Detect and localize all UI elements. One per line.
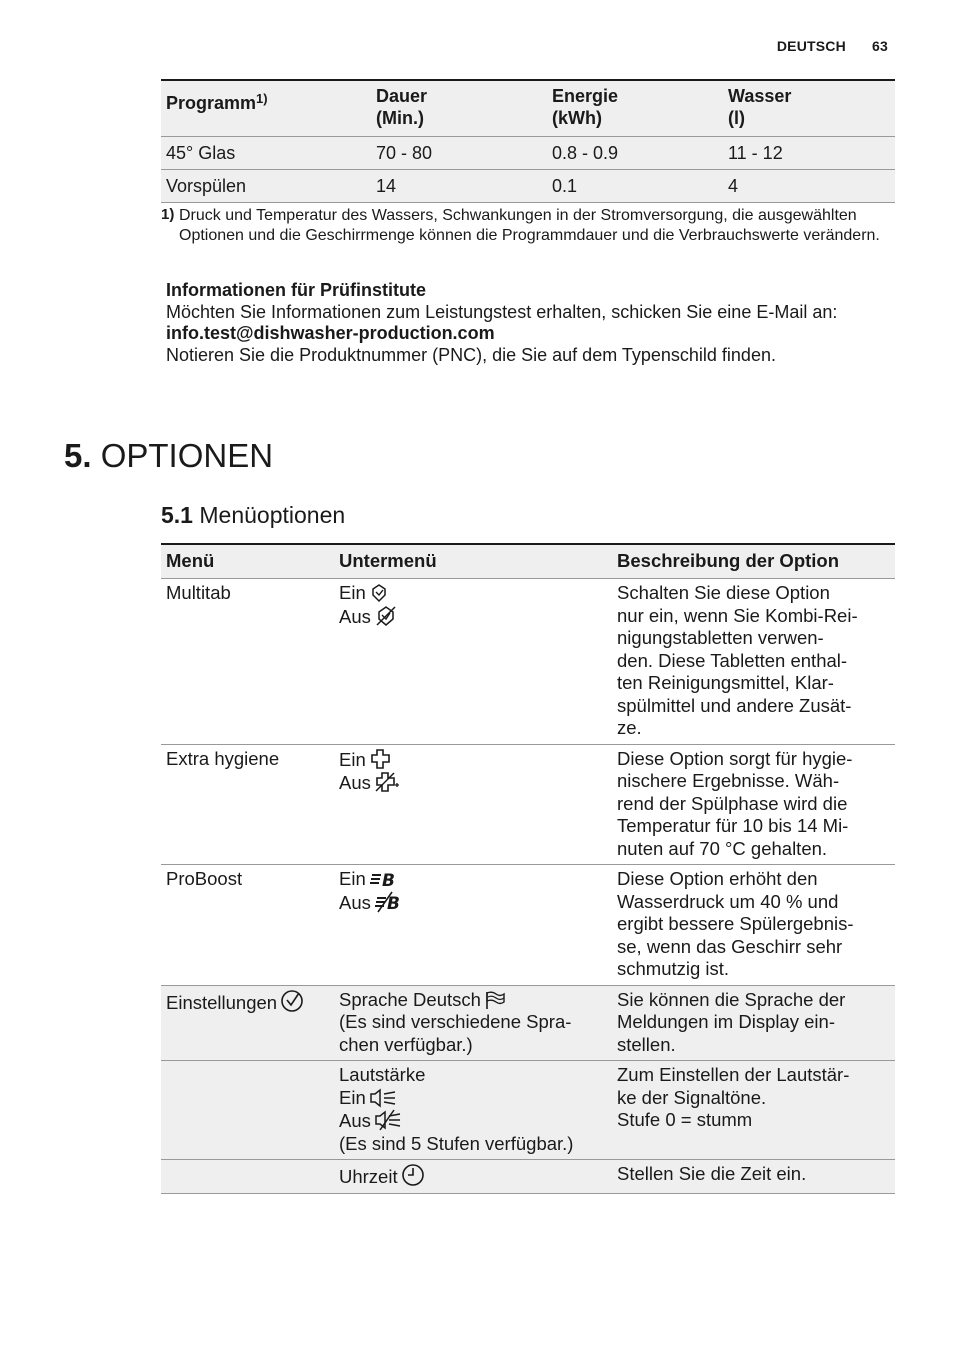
header-language: DEUTSCH xyxy=(776,38,846,54)
clock-icon xyxy=(401,1163,425,1187)
program-consumption-table xyxy=(161,79,895,203)
proboost-on-icon xyxy=(369,869,399,889)
table-row xyxy=(161,985,895,1061)
col-header-duration: Dauer (Min.) xyxy=(371,80,547,137)
multitab-off-icon xyxy=(374,605,398,627)
submenu-line: Lautstärke xyxy=(339,1064,426,1085)
hygiene-on-icon xyxy=(369,748,393,770)
section-number: 5. xyxy=(64,437,92,474)
submenu-line: Aus xyxy=(339,605,607,629)
page-header xyxy=(777,38,888,54)
submenu-line: (Es sind 5 Stufen verfügbar.) xyxy=(339,1132,574,1154)
info-line2: Notieren Sie die Produktnummer (PNC), die Sie auf dem Typenschild finden. xyxy=(166,344,776,365)
options-header-row xyxy=(161,544,895,579)
submenu-cell xyxy=(334,985,612,1061)
submenu-cell xyxy=(334,1160,612,1194)
description-cell: Schalten Sie diese Option nur ein, wenn Sie Kombi-Rei- nigungstabletten verwen- den. Diese Tabletten enthal- ten Reinigungsmittel, Klar- spülmittel und andere Zusät- ze. xyxy=(612,579,895,745)
description-cell: Stellen Sie die Zeit ein. xyxy=(612,1160,895,1194)
col-header-submenu: Untermenü xyxy=(334,544,612,579)
table-row xyxy=(161,1061,895,1160)
water-cell: 4 xyxy=(723,170,895,203)
footnote-text: Druck und Temperatur des Wassers, Schwankungen in der Stromversorgung, die ausgewählten Optionen und die Geschirrmenge können die Programmdauer und die Verbrauchswerte verändern. xyxy=(179,207,880,244)
hygiene-off-icon xyxy=(374,771,400,793)
section-heading xyxy=(64,436,273,476)
submenu-line: Uhrzeit xyxy=(339,1163,607,1189)
submenu-cell xyxy=(334,579,612,745)
language-flag-icon xyxy=(484,990,506,1010)
submenu-line: chen verfügbar.) xyxy=(339,1033,473,1055)
menu-cell xyxy=(161,1061,334,1160)
table-row xyxy=(161,579,895,745)
subsection-title: Menüoptionen xyxy=(199,502,346,528)
description-cell: Diese Option erhöht den Wasserdruck um 40 % und ergibt bessere Spülergebnis- se, wenn das Geschirr sehr schmutzig ist. xyxy=(612,865,895,986)
submenu-line: Ein xyxy=(339,582,607,605)
col-header-water: Wasser (l) xyxy=(723,80,895,137)
submenu-line: Ein B xyxy=(339,868,607,891)
duration-cell: 14 xyxy=(371,170,547,203)
duration-cell: 70 - 80 xyxy=(371,137,547,170)
table-footnote xyxy=(161,206,881,246)
description-cell: Diese Option sorgt für hygie- nischere Ergebnisse. Wäh- rend der Spülphase wird die Temperatur für 10 bis 14 Mi- nuten auf 70 °C gehalten. xyxy=(612,744,895,865)
menu-cell: ProBoost xyxy=(161,865,334,986)
water-cell: 11 - 12 xyxy=(723,137,895,170)
col-header-energy: Energie (kWh) xyxy=(547,80,723,137)
menu-cell: Extra hygiene xyxy=(161,744,334,865)
section-title: OPTIONEN xyxy=(100,437,274,474)
energy-cell: 0.1 xyxy=(547,170,723,203)
program-cell: Vorspülen xyxy=(161,170,371,203)
submenu-cell xyxy=(334,1061,612,1160)
table-row xyxy=(161,137,895,170)
submenu-line: Ein xyxy=(339,748,607,772)
footnote-mark: 1) xyxy=(161,206,175,223)
menu-cell: Einstellungen xyxy=(161,985,334,1061)
col-header-description: Beschreibung der Option xyxy=(612,544,895,579)
col-header-menu: Menü xyxy=(161,544,334,579)
info-testing-institutes xyxy=(166,280,896,366)
subsection-number: 5.1 xyxy=(161,502,193,528)
settings-check-icon xyxy=(280,989,304,1013)
menu-cell: Multitab xyxy=(161,579,334,745)
col-header-program: Programm$^{1)}$ xyxy=(161,80,371,137)
program-footnote-ref: 1) xyxy=(256,91,268,106)
svg-text:B: B xyxy=(386,893,400,913)
program-cell: 45° Glas xyxy=(161,137,371,170)
info-line1: Möchten Sie Informationen zum Leistungstest erhalten, schicken Sie eine E-Mail an: xyxy=(166,301,838,322)
energy-cell: 0.8 - 0.9 xyxy=(547,137,723,170)
svg-text:B: B xyxy=(381,871,395,889)
submenu-line: Aus xyxy=(339,1109,607,1133)
table-row xyxy=(161,170,895,203)
description-cell: Sie können die Sprache der Meldungen im Display ein- stellen. xyxy=(612,985,895,1061)
submenu-line: Sprache Deutsch xyxy=(339,989,607,1012)
submenu-line: Aus xyxy=(339,771,607,795)
submenu-cell xyxy=(334,744,612,865)
table-row xyxy=(161,744,895,865)
page-number: 63 xyxy=(872,38,888,54)
submenu-line: (Es sind verschiedene Spra- xyxy=(339,1011,572,1032)
submenu-line: Ein xyxy=(339,1087,607,1110)
sound-on-icon xyxy=(369,1088,397,1108)
info-email: info.test@dishwasher-production.com xyxy=(166,323,495,343)
multitab-on-icon xyxy=(369,583,389,603)
table-row xyxy=(161,865,895,986)
description-cell: Zum Einstellen der Lautstär- ke der Signaltöne. Stufe 0 = stumm xyxy=(612,1061,895,1160)
proboost-off-icon xyxy=(374,891,404,913)
program-table-header-row xyxy=(161,80,895,137)
sound-off-icon xyxy=(374,1109,402,1131)
menu-cell xyxy=(161,1160,334,1194)
subsection-heading xyxy=(161,500,345,530)
info-title: Informationen für Prüfinstitute xyxy=(166,280,426,300)
table-row xyxy=(161,1160,895,1194)
menu-options-table xyxy=(161,543,895,1194)
submenu-cell xyxy=(334,865,612,986)
submenu-line: Aus B xyxy=(339,891,607,915)
